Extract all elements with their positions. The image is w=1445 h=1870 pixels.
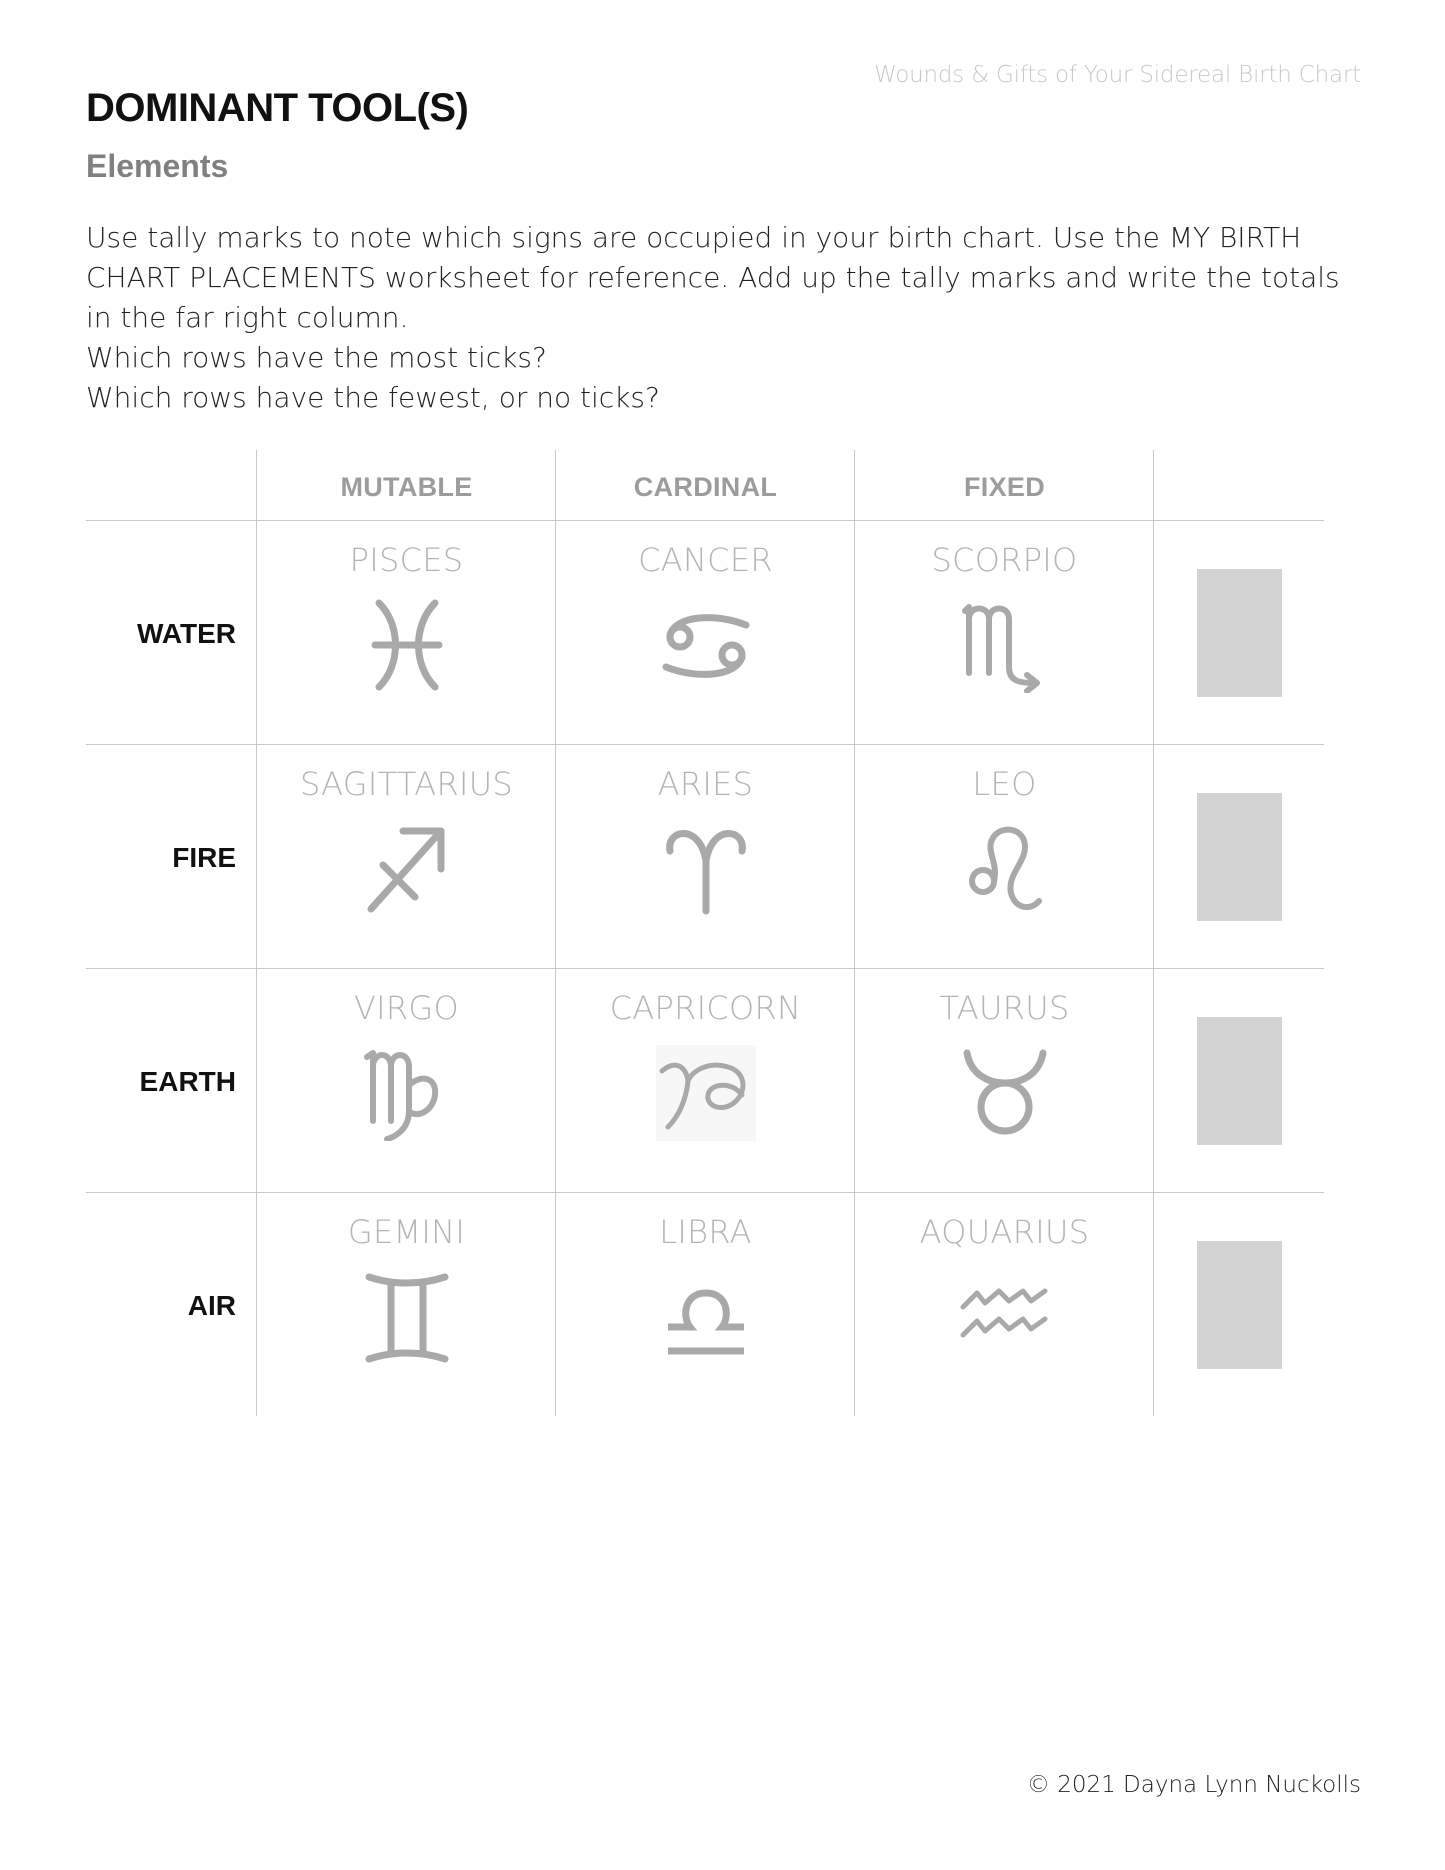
instructions <box>86 218 1356 418</box>
elements-table <box>86 450 1324 1416</box>
question-most: Which rows have the most ticks? <box>86 341 547 374</box>
sign-cell-libra <box>556 1193 855 1417</box>
sign-name: LIBRA <box>659 1213 752 1251</box>
sign-name: ARIES <box>657 765 754 803</box>
running-header: Wounds & Gifts of Your Sidereal Birth Chart <box>874 62 1361 88</box>
sign-cell-aries <box>556 745 855 969</box>
total-box-water[interactable] <box>1197 569 1282 697</box>
row-label-air: AIR <box>187 1290 236 1321</box>
sign-cell-cancer <box>556 521 855 745</box>
sign-name: TAURUS <box>939 989 1070 1027</box>
libra-icon <box>656 1269 756 1365</box>
sign-name: GEMINI <box>347 1213 466 1251</box>
sign-cell-capricorn <box>556 969 855 1193</box>
page-title: DOMINANT TOOL(S) <box>86 86 469 130</box>
sign-cell-virgo <box>257 969 556 1193</box>
sign-cell-aquarius <box>855 1193 1154 1417</box>
row-label-fire: FIRE <box>172 842 236 873</box>
capricorn-icon <box>656 1045 756 1141</box>
column-header-fixed: FIXED <box>963 472 1045 502</box>
sign-cell-scorpio <box>855 521 1154 745</box>
pisces-icon <box>357 597 457 693</box>
page-subtitle: Elements <box>86 148 229 184</box>
aquarius-icon <box>955 1269 1055 1365</box>
sign-name: SAGITTARIUS <box>299 765 514 803</box>
row-label-earth: EARTH <box>139 1066 236 1097</box>
leo-icon <box>955 821 1055 917</box>
copyright: © 2021 Dayna Lynn Nuckolls <box>1026 1772 1361 1798</box>
total-box-earth[interactable] <box>1197 1017 1282 1145</box>
sign-name: PISCES <box>349 541 464 579</box>
sign-name: LEO <box>972 765 1037 803</box>
sign-cell-taurus <box>855 969 1154 1193</box>
gemini-icon <box>357 1269 457 1365</box>
sign-name: CANCER <box>638 541 773 579</box>
sign-cell-gemini <box>257 1193 556 1417</box>
total-box-fire[interactable] <box>1197 793 1282 921</box>
row-label-water: WATER <box>136 618 236 649</box>
instructions-paragraph: Use tally marks to note which signs are occupied in your birth chart. Use the MY BIRTH CHART PLACEMENTS worksheet for reference. Add up the tally marks and write the totals in the far right column. <box>86 221 1340 334</box>
sign-name: VIRGO <box>353 989 460 1027</box>
cancer-icon <box>656 597 756 693</box>
sagittarius-icon <box>357 821 457 917</box>
sign-name: SCORPIO <box>931 541 1078 579</box>
column-header-mutable: MUTABLE <box>340 472 473 502</box>
virgo-icon <box>357 1045 457 1141</box>
sign-cell-pisces <box>257 521 556 745</box>
question-fewest: Which rows have the fewest, or no ticks? <box>86 381 660 414</box>
sign-cell-leo <box>855 745 1154 969</box>
scorpio-icon <box>955 597 1055 693</box>
column-header-cardinal: CARDINAL <box>633 472 778 502</box>
aries-icon <box>656 821 756 917</box>
sign-cell-sagittarius <box>257 745 556 969</box>
total-box-air[interactable] <box>1197 1241 1282 1369</box>
taurus-icon <box>955 1045 1055 1141</box>
sign-name: CAPRICORN <box>609 989 802 1027</box>
sign-name: AQUARIUS <box>919 1213 1090 1251</box>
